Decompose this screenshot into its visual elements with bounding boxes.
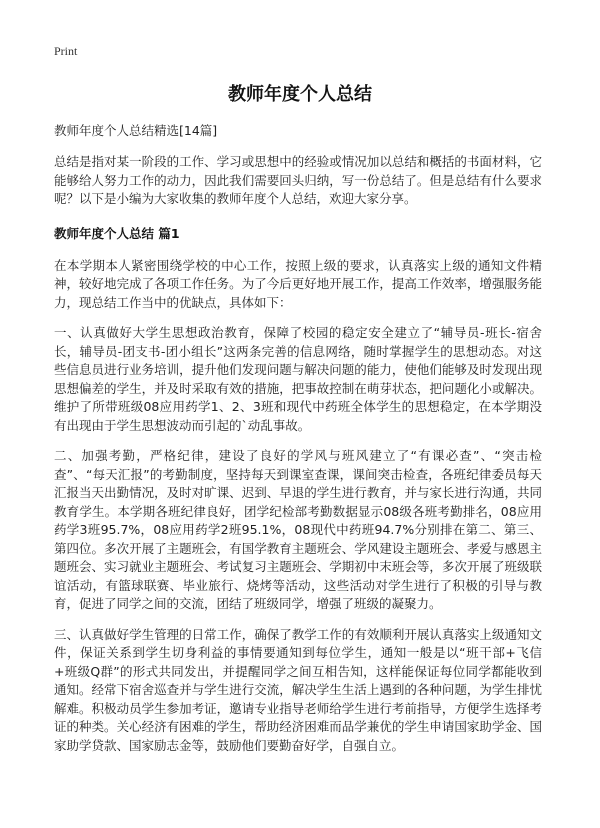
- section-heading: 教师年度个人总结 篇1: [54, 225, 180, 241]
- document-body: [54, 122, 542, 767]
- document-subtitle: 教师年度个人总结精选[14篇]: [54, 123, 218, 138]
- document-title: 教师年度个人总结: [228, 84, 372, 105]
- body-paragraph-3: 二、加强考勤，严格纪律，建设了良好的学风与班风建立了“有课必查”、“突击检查”、“每天汇报”的考勤制度，坚持每天到课室查课，课间突击检查，各班纪律委员每天汇报当天出勤情况，及时对旷课、迟到、早退的学生进行教育，并与家长进行沟通，共同教育学生。本学期各班纪律良好，团学纪检部考勤数据显示08级各班考勤排名，08应用药学3班95.7%，08应用药学2班95.1%，08现代中药班94.7%分别排在第二、第三、第四位。多次开展了主题班会，有国学教育主题班会、学风建设主题班会、孝爱与感恩主题班会、实习就业主题班会、考试复习主题班会、学期初中末班会等，多次开展了班级联谊活动，有篮球联赛、毕业旅行、烧烤等活动，这些活动对学生进行了积极的引导与教育，促进了同学之间的交流，团结了班级同学，增强了班级的凝聚力。: [54, 448, 542, 611]
- body-paragraph-2: 一、认真做好大学生思想政治教育，保障了校园的稳定安全建立了“辅导员-班长-宿舍长，辅导员-团支书-团小组长”这两条完善的信息网络，随时掌握学生的思想动态。对这些信息员进行业务培训，提升他们发现问题与解决问题的能力，使他们能够及时发现出现思想偏差的学生，并及时采取有效的措施，把事故控制在萌芽状态，把问题化小或解决。维护了所带班级08应用药学1、2、3班和现代中药班全体学生的思想稳定，在本学期没有出现由于学生思想波动而引起的`动乱事故。: [54, 325, 542, 433]
- body-paragraph-1: 在本学期本人紧密围绕学校的中心工作，按照上级的要求，认真落实上级的通知文件精神，较好地完成了各项工作任务。为了今后更好地开展工作，提高工作效率，增强服务能力，现总结工作当中的优缺点，具体如下：: [54, 257, 542, 310]
- print-link[interactable]: Print: [54, 44, 78, 58]
- intro-paragraph: 总结是指对某一阶段的工作、学习或思想中的经验或情况加以总结和概括的书面材料，它能够给人努力工作的动力，因此我们需要回头归纳，写一份总结了。但是总结有什么要求呢？以下是小编为大家收集的教师年度个人总结，欢迎大家分享。: [54, 154, 542, 206]
- body-paragraph-4: 三、认真做好学生管理的日常工作，确保了教学工作的有效顺利开展认真落实上级通知文件，保证关系到学生切身利益的事情要通知到每位学生，通知一般是以“班干部+飞信+班级Q群”的形式共同发出，并提醒同学之间互相告知，这样能保证每位同学都能收到通知。经常下宿舍巡查并与学生进行交流，解决学生生活上遇到的各种问题，为学生排忧解难。积极动员学生参加考证，邀请专业指导老师给学生进行考前指导，方便学生选择考证的种类。关心经济有困难的学生，帮助经济困难而品学兼优的学生申请国家助学金、国家助学贷款、国家励志金等，鼓励他们要勤奋好学，自强自立。: [54, 626, 542, 753]
